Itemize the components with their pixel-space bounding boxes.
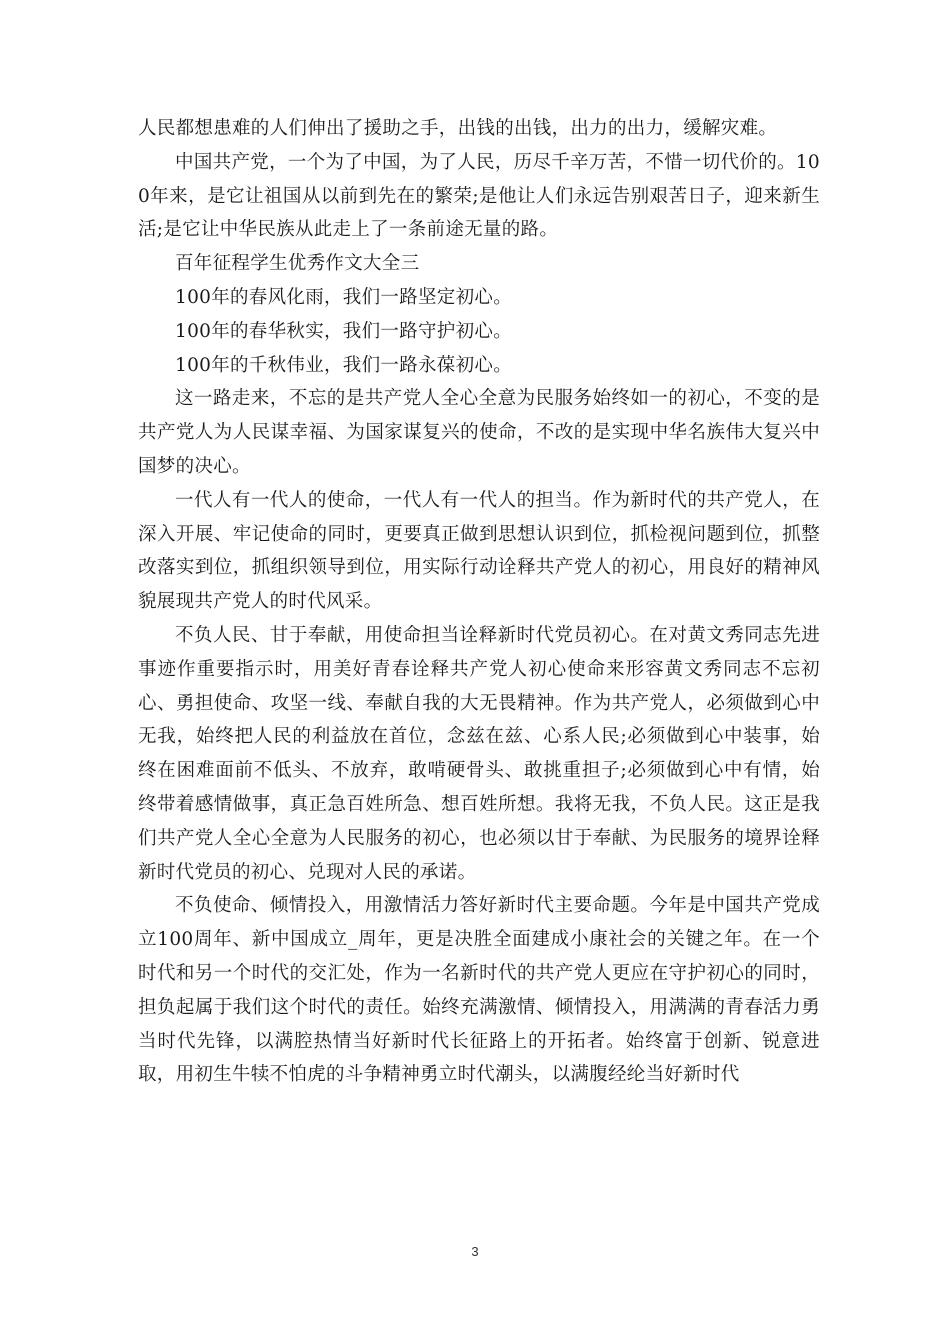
paragraph-4: 100年的春风化雨，我们一路坚定初心。 [175,286,513,308]
paragraph-6: 100年的千秋伟业，我们一路永葆初心。 [175,354,513,376]
paragraph-10: 不负使命、倾情投入，用激情活力答好新时代主要命题。今年是中国共产党成立100周年、新中国成立_周年，更是决胜全面建成小康社会的关键之年。在一个时代和另一个时代的交汇处，作为一名新时代的共产党人更应在守护初心的同时，担负起属于我们这个时代的责任。始终充满激情、倾情投入，用满满的青春活力勇当时代先锋，以满腔热情当好新时代长征路上的开拓者。始终富于创新、锐意进取，用初生牛犊不怕虎的斗争精神勇立时代潮头，以满腹经纶当好新时代 [138,895,820,1086]
paragraph-8: 一代人有一代人的使命，一代人有一代人的担当。作为新时代的共产党人，在深入开展、牢记使命的同时，更要真正做到思想认识到位，抓检视问题到位，抓整改落实到位，抓组织领导到位，用实际行动诠释共产党人的初心，用良好的精神风貌展现共产党人的时代风采。 [138,489,820,613]
page-number: 3 [471,1244,479,1259]
section-heading: 百年征程学生优秀作文大全三 [175,253,420,275]
paragraph-2: 中国共产党，一个为了中国，为了人民，历尽千辛万苦，不惜一切代价的。100年来，是它让祖国从以前到先在的繁荣;是他让人们永远告别艰苦日子，迎来新生活;是它让中华民族从此走上了一条前途无量的路。 [138,151,820,241]
paragraph-1: 人民都想患难的人们伸出了援助之手，出钱的出钱，出力的出力，缓解灾难。 [138,118,778,139]
paragraph-5: 100年的春华秋实，我们一路守护初心。 [175,320,513,342]
document-body [138,112,820,1092]
paragraph-9: 不负人民、甘于奉献，用使命担当诠释新时代党员初心。在对黄文秀同志先进事迹作重要指示时，用美好青春诠释共产党人初心使命来形容黄文秀同志不忘初心、勇担使命、攻坚一线、奉献自我的大无畏精神。作为共产党人，必须做到心中无我，始终把人民的利益放在首位，念兹在兹、心系人民;必须做到心中装事，始终在困难面前不低头、不放弃，敢啃硬骨头、敢挑重担子;必须做到心中有情，始终带着感情做事，真正急百姓所急、想百姓所想。我将无我，不负人民。这正是我们共产党人全心全意为人民服务的初心，也必须以甘于奉献、为民服务的境界诠释新时代党员的初心、兑现对人民的承诺。 [138,624,820,883]
paragraph-7: 这一路走来，不忘的是共产党人全心全意为民服务始终如一的初心，不变的是共产党人为人民谋幸福、为国家谋复兴的使命，不改的是实现中华名族伟大复兴中国梦的决心。 [138,388,820,477]
